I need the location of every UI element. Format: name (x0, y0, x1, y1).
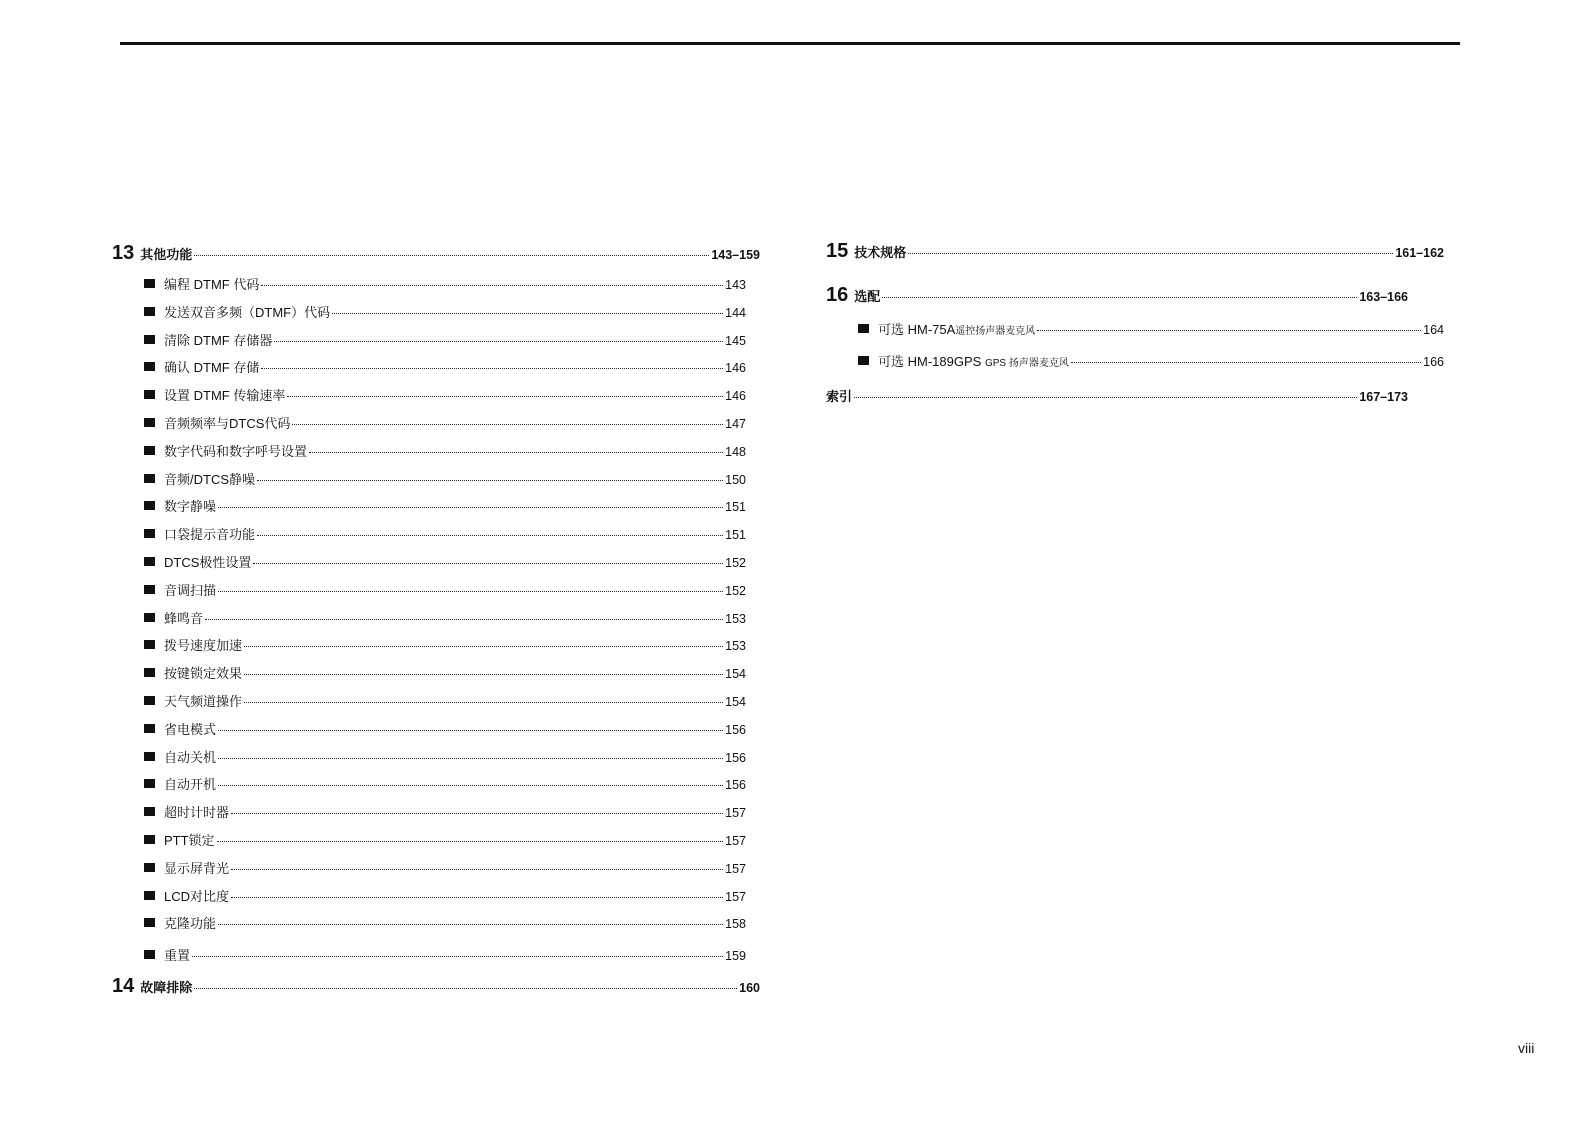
bullet-square-icon (144, 640, 155, 649)
dot-leader (261, 368, 723, 369)
toc-item[interactable] (112, 719, 746, 738)
toc-item[interactable] (112, 945, 746, 964)
item-page: 148 (725, 444, 746, 459)
toc-item[interactable] (112, 913, 746, 932)
item-page: 164 (1423, 323, 1444, 337)
bullet-square-icon (144, 807, 155, 816)
section-title: 技术规格 (854, 245, 907, 260)
bullet-square-icon (144, 585, 155, 594)
item-title: PTT锁定 (164, 833, 215, 848)
item-title: 自动关机 (164, 749, 217, 765)
toc-item[interactable] (112, 441, 746, 460)
item-title: 克隆功能 (164, 916, 217, 932)
item-title: 拨号速度加速 (164, 638, 243, 654)
bullet-square-icon (144, 279, 155, 288)
bullet-square-icon (144, 335, 155, 344)
dot-leader (1037, 330, 1421, 331)
item-page: 157 (725, 889, 746, 904)
dot-leader (205, 619, 723, 620)
bullet-square-icon (144, 474, 155, 483)
bullet-square-icon (144, 501, 155, 510)
bullet-square-icon (144, 390, 155, 399)
item-title: 蜂鸣音 (164, 610, 204, 626)
item-page: 144 (725, 305, 746, 320)
item-page: 143 (725, 278, 746, 292)
toc-item[interactable] (112, 774, 746, 793)
dot-leader (244, 646, 723, 647)
header-rule (120, 42, 1460, 45)
toc-section-13[interactable] (112, 242, 760, 265)
item-page: 153 (725, 639, 746, 654)
bullet-square-icon (858, 324, 869, 333)
bullet-square-icon (144, 696, 155, 705)
item-title: 确认 DTMF 存储 (164, 360, 260, 376)
toc-item[interactable] (112, 469, 746, 488)
item-page: 157 (725, 861, 746, 876)
bullet-square-icon (144, 918, 155, 927)
dot-leader (274, 341, 723, 342)
toc-item[interactable] (112, 385, 746, 404)
item-page: 154 (725, 667, 746, 682)
toc-item[interactable] (112, 691, 746, 710)
dot-leader (908, 253, 1393, 254)
item-title (878, 351, 1069, 370)
item-page: 154 (725, 695, 746, 709)
item-title: 按键锁定效果 (164, 666, 243, 682)
bullet-square-icon (144, 891, 155, 900)
bullet-square-icon (144, 724, 155, 733)
dot-leader (257, 535, 723, 536)
bullet-square-icon (144, 668, 155, 677)
toc-item[interactable] (112, 830, 746, 849)
dot-leader (231, 869, 723, 870)
toc-item[interactable] (112, 274, 746, 293)
item-page: 157 (725, 834, 746, 848)
toc-item[interactable] (112, 608, 746, 627)
item-page: 153 (725, 611, 746, 626)
item-title-main: 可选 HM-75A (878, 322, 956, 337)
section-title: 其他功能 (140, 247, 193, 262)
toc-item[interactable] (112, 886, 746, 905)
dot-leader (292, 424, 723, 425)
section-pages: 143–159 (711, 248, 760, 262)
section-number: 13 (112, 242, 135, 264)
item-title: LCD对比度 (164, 888, 230, 904)
toc-item[interactable] (112, 552, 746, 571)
item-title: 口袋提示音功能 (164, 527, 256, 543)
item-title: 清除 DTMF 存储器 (164, 332, 273, 348)
section-pages: 160 (739, 981, 760, 995)
dot-leader (194, 988, 737, 989)
dot-leader (1071, 362, 1421, 363)
item-page: 156 (725, 722, 746, 737)
dot-leader (192, 956, 723, 957)
item-title: 数字静噪 (164, 499, 217, 515)
dot-leader (257, 480, 723, 481)
toc-section-15[interactable] (826, 240, 1444, 263)
item-title: 发送双音多频（DTMF）代码 (164, 304, 331, 320)
item-title-main: 可选 HM-189GPS (878, 354, 982, 369)
item-page: 147 (725, 417, 746, 431)
item-page: 152 (725, 583, 746, 598)
toc-item[interactable] (112, 330, 746, 349)
dot-leader (218, 785, 723, 786)
bullet-square-icon (144, 752, 155, 761)
bullet-square-icon (144, 529, 155, 538)
section-number: 15 (826, 240, 849, 262)
section-number: 14 (112, 975, 135, 997)
section-title: 故障排除 (140, 980, 193, 995)
toc-item[interactable] (112, 524, 746, 543)
toc-item[interactable] (112, 357, 746, 376)
item-title: DTCS极性设置 (164, 555, 252, 570)
bullet-square-icon (144, 779, 155, 788)
item-title: 超时计时器 (164, 805, 230, 821)
item-page: 146 (725, 389, 746, 404)
dot-leader (218, 758, 723, 759)
dot-leader (218, 507, 723, 508)
bullet-square-icon (144, 557, 155, 566)
item-page: 156 (725, 778, 746, 793)
dot-leader (217, 841, 724, 842)
item-page: 150 (725, 472, 746, 487)
toc-item[interactable] (112, 413, 746, 432)
item-page: 145 (725, 333, 746, 348)
section-pages: 161–162 (1395, 246, 1444, 260)
item-title (878, 319, 1035, 338)
dot-leader (231, 897, 723, 898)
item-title: 设置 DTMF 传输速率 (164, 388, 286, 404)
item-page: 152 (725, 556, 746, 570)
toc-item[interactable] (112, 747, 746, 766)
dot-leader (287, 396, 723, 397)
bullet-square-icon (144, 613, 155, 622)
toc-item[interactable] (112, 858, 746, 877)
item-page: 151 (725, 528, 746, 543)
page-number: viii (1518, 1040, 1535, 1056)
dot-leader (231, 813, 723, 814)
toc-item[interactable] (112, 496, 746, 515)
item-title: 显示屏背光 (164, 860, 230, 876)
index-pages: 167–173 (1359, 390, 1408, 404)
dot-leader (261, 285, 723, 286)
item-title: 音频/DTCS静噪 (164, 471, 256, 487)
section-title: 选配 (854, 289, 881, 304)
item-title: 重置 (164, 948, 191, 964)
dot-leader (332, 313, 723, 314)
item-title: 自动开机 (164, 777, 217, 793)
item-title: 编程 DTMF 代码 (164, 277, 260, 292)
dot-leader (218, 924, 723, 925)
toc-item[interactable] (112, 580, 746, 599)
bullet-square-icon (144, 307, 155, 316)
item-page: 166 (1423, 355, 1444, 369)
bullet-square-icon (144, 835, 155, 844)
section-number: 16 (826, 284, 849, 306)
item-page: 159 (725, 949, 746, 964)
item-title: 天气频道操作 (164, 694, 243, 709)
dot-leader (882, 297, 1357, 298)
dot-leader (309, 452, 723, 453)
toc-item[interactable] (112, 635, 746, 654)
dot-leader (218, 730, 723, 731)
bullet-square-icon (144, 950, 155, 959)
item-page: 157 (725, 806, 746, 821)
toc-item[interactable] (826, 351, 1444, 370)
dot-leader (194, 255, 709, 256)
toc-section-16[interactable] (826, 284, 1408, 307)
item-title-small: GPS 扬声器麦克风 (984, 358, 1069, 369)
dot-leader (244, 702, 723, 703)
item-page: 146 (725, 361, 746, 376)
item-title: 省电模式 (164, 721, 217, 737)
item-page: 158 (725, 917, 746, 932)
bullet-square-icon (144, 446, 155, 455)
bullet-square-icon (144, 362, 155, 371)
bullet-square-icon (858, 356, 869, 365)
item-page: 156 (725, 750, 746, 765)
toc-section-14[interactable] (112, 975, 760, 998)
item-title-small: 遥控扬声器麦克风 (955, 326, 1036, 337)
item-page: 151 (725, 500, 746, 515)
bullet-square-icon (144, 863, 155, 872)
dot-leader (244, 674, 723, 675)
section-pages: 163–166 (1359, 290, 1408, 304)
toc-index[interactable] (826, 386, 1408, 405)
toc-item[interactable] (112, 302, 746, 321)
item-title: 音调扫描 (164, 582, 217, 598)
toc-item[interactable] (112, 663, 746, 682)
dot-leader (854, 397, 1357, 398)
item-title: 数字代码和数字呼号设置 (164, 443, 308, 459)
index-title: 索引 (826, 389, 853, 404)
toc-item[interactable] (826, 319, 1444, 338)
bullet-square-icon (144, 418, 155, 427)
toc-item[interactable] (112, 802, 746, 821)
dot-leader (253, 563, 723, 564)
dot-leader (218, 591, 723, 592)
item-title: 音频频率与DTCS代码 (164, 416, 291, 431)
